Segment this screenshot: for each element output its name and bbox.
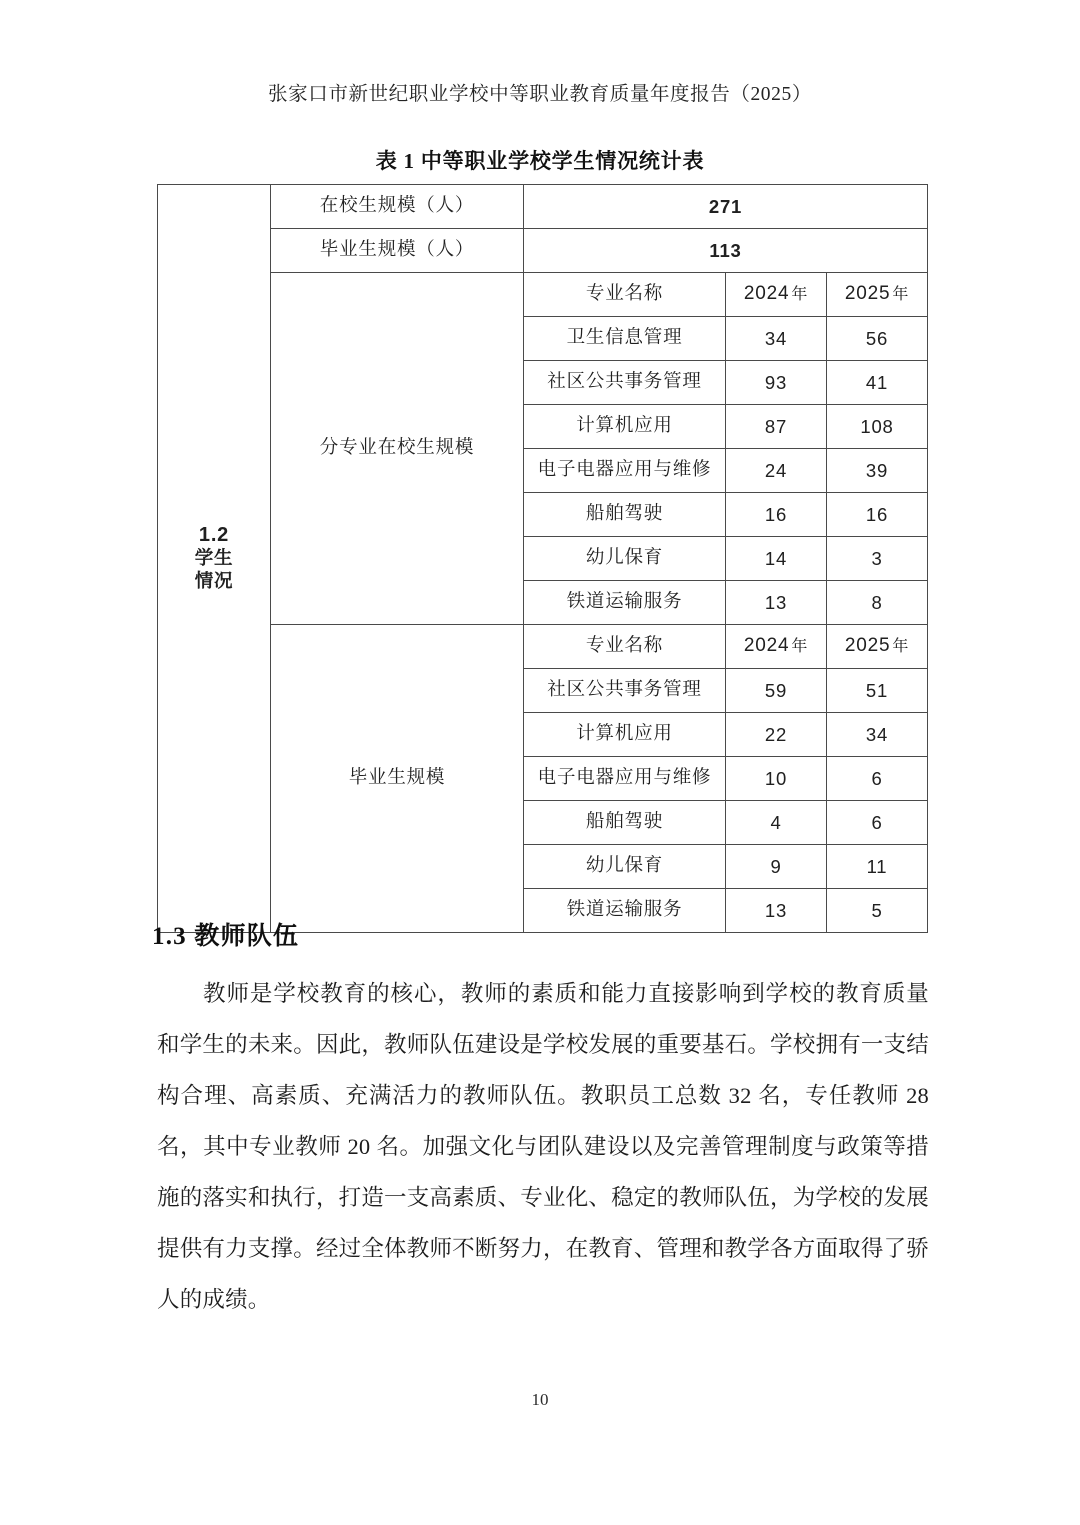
value-2025: 41 — [827, 361, 928, 405]
value-2024: 14 — [726, 537, 827, 581]
value-2025: 51 — [827, 669, 928, 713]
value-2025: 8 — [827, 581, 928, 625]
year-suffix: 年 — [892, 286, 910, 304]
major-name: 铁道运输服务 — [524, 889, 726, 933]
major-name: 电子电器应用与维修 — [524, 449, 726, 493]
year-suffix: 年 — [892, 638, 910, 656]
graduate-total-value: 113 — [524, 229, 928, 273]
major-name: 社区公共事务管理 — [524, 669, 726, 713]
value-2024: 59 — [726, 669, 827, 713]
major-name: 电子电器应用与维修 — [524, 757, 726, 801]
group-label-enrollment-by-major: 分专业在校生规模 — [271, 273, 524, 625]
value-2024: 9 — [726, 845, 827, 889]
column-header-year-2025 — [827, 273, 928, 317]
column-header-major: 专业名称 — [524, 273, 726, 317]
major-name: 计算机应用 — [524, 405, 726, 449]
value-2024: 16 — [726, 493, 827, 537]
running-header: 张家口市新世纪职业学校中等职业教育质量年度报告（2025） — [268, 84, 812, 105]
table-caption: 表 1 中等职业学校学生情况统计表 — [375, 149, 705, 173]
major-name: 计算机应用 — [524, 713, 726, 757]
value-2024: 87 — [726, 405, 827, 449]
value-2025: 56 — [827, 317, 928, 361]
section-label-line-2: 学生 — [194, 548, 234, 569]
value-2024: 10 — [726, 757, 827, 801]
section-label-line-3: 情况 — [194, 572, 234, 592]
section-1-3-paragraph: 教师是学校教育的核心，教师的素质和能力直接影响到学校的教育质量和学生的未来。因此，教师队伍建设是学校发展的重要基石。学校拥有一支结构合理、高素质、充满活力的教师队伍。教职员工总数 32 名，专任教师 28 名，其中专业教师 20 名。加强文化与团队建设以及完善管理制度与政策等措施的落实和执行，打造一支高素质、专业化、稳定的教师队伍，为学校的发展提供有力支撑。经过全体教师不断努力，在教育、管理和教学各方面取得了骄人的成绩。 — [157, 981, 929, 1312]
section-heading-1-3: 1.3 教师队伍 — [152, 923, 300, 950]
column-header-year-2025 — [827, 625, 928, 669]
year-value: 2025 — [844, 283, 891, 305]
value-2024: 93 — [726, 361, 827, 405]
value-2025: 34 — [827, 713, 928, 757]
graduate-total-label: 毕业生规模（人） — [271, 229, 524, 273]
value-2024: 13 — [726, 889, 827, 933]
section-label-cell — [158, 185, 271, 933]
section-number: 1.2 — [198, 523, 230, 546]
table-row — [158, 625, 928, 669]
table-row — [158, 185, 928, 229]
value-2025: 11 — [827, 845, 928, 889]
value-2025: 39 — [827, 449, 928, 493]
major-name: 铁道运输服务 — [524, 581, 726, 625]
table-row — [158, 273, 928, 317]
enrollment-total-label: 在校生规模（人） — [271, 185, 524, 229]
value-2025: 108 — [827, 405, 928, 449]
group-label-graduates-by-major: 毕业生规模 — [271, 625, 524, 933]
major-name: 幼儿保育 — [524, 537, 726, 581]
value-2025: 6 — [827, 801, 928, 845]
value-2025: 6 — [827, 757, 928, 801]
major-name: 船舶驾驶 — [524, 493, 726, 537]
major-name: 卫生信息管理 — [524, 317, 726, 361]
value-2024: 22 — [726, 713, 827, 757]
value-2024: 13 — [726, 581, 827, 625]
column-header-year-2024 — [726, 625, 827, 669]
year-value: 2025 — [844, 635, 891, 657]
year-suffix: 年 — [791, 286, 809, 304]
value-2024: 4 — [726, 801, 827, 845]
major-name: 幼儿保育 — [524, 845, 726, 889]
value-2024: 24 — [726, 449, 827, 493]
year-value: 2024 — [743, 283, 790, 305]
value-2025: 5 — [827, 889, 928, 933]
value-2024: 34 — [726, 317, 827, 361]
page-number: 10 — [531, 1390, 549, 1409]
enrollment-total-value: 271 — [524, 185, 928, 229]
year-value: 2024 — [743, 635, 790, 657]
column-header-major: 专业名称 — [524, 625, 726, 669]
major-name: 社区公共事务管理 — [524, 361, 726, 405]
table-row — [158, 229, 928, 273]
major-name: 船舶驾驶 — [524, 801, 726, 845]
year-suffix: 年 — [791, 638, 809, 656]
student-statistics-table — [157, 184, 928, 933]
value-2025: 16 — [827, 493, 928, 537]
value-2025: 3 — [827, 537, 928, 581]
column-header-year-2024 — [726, 273, 827, 317]
